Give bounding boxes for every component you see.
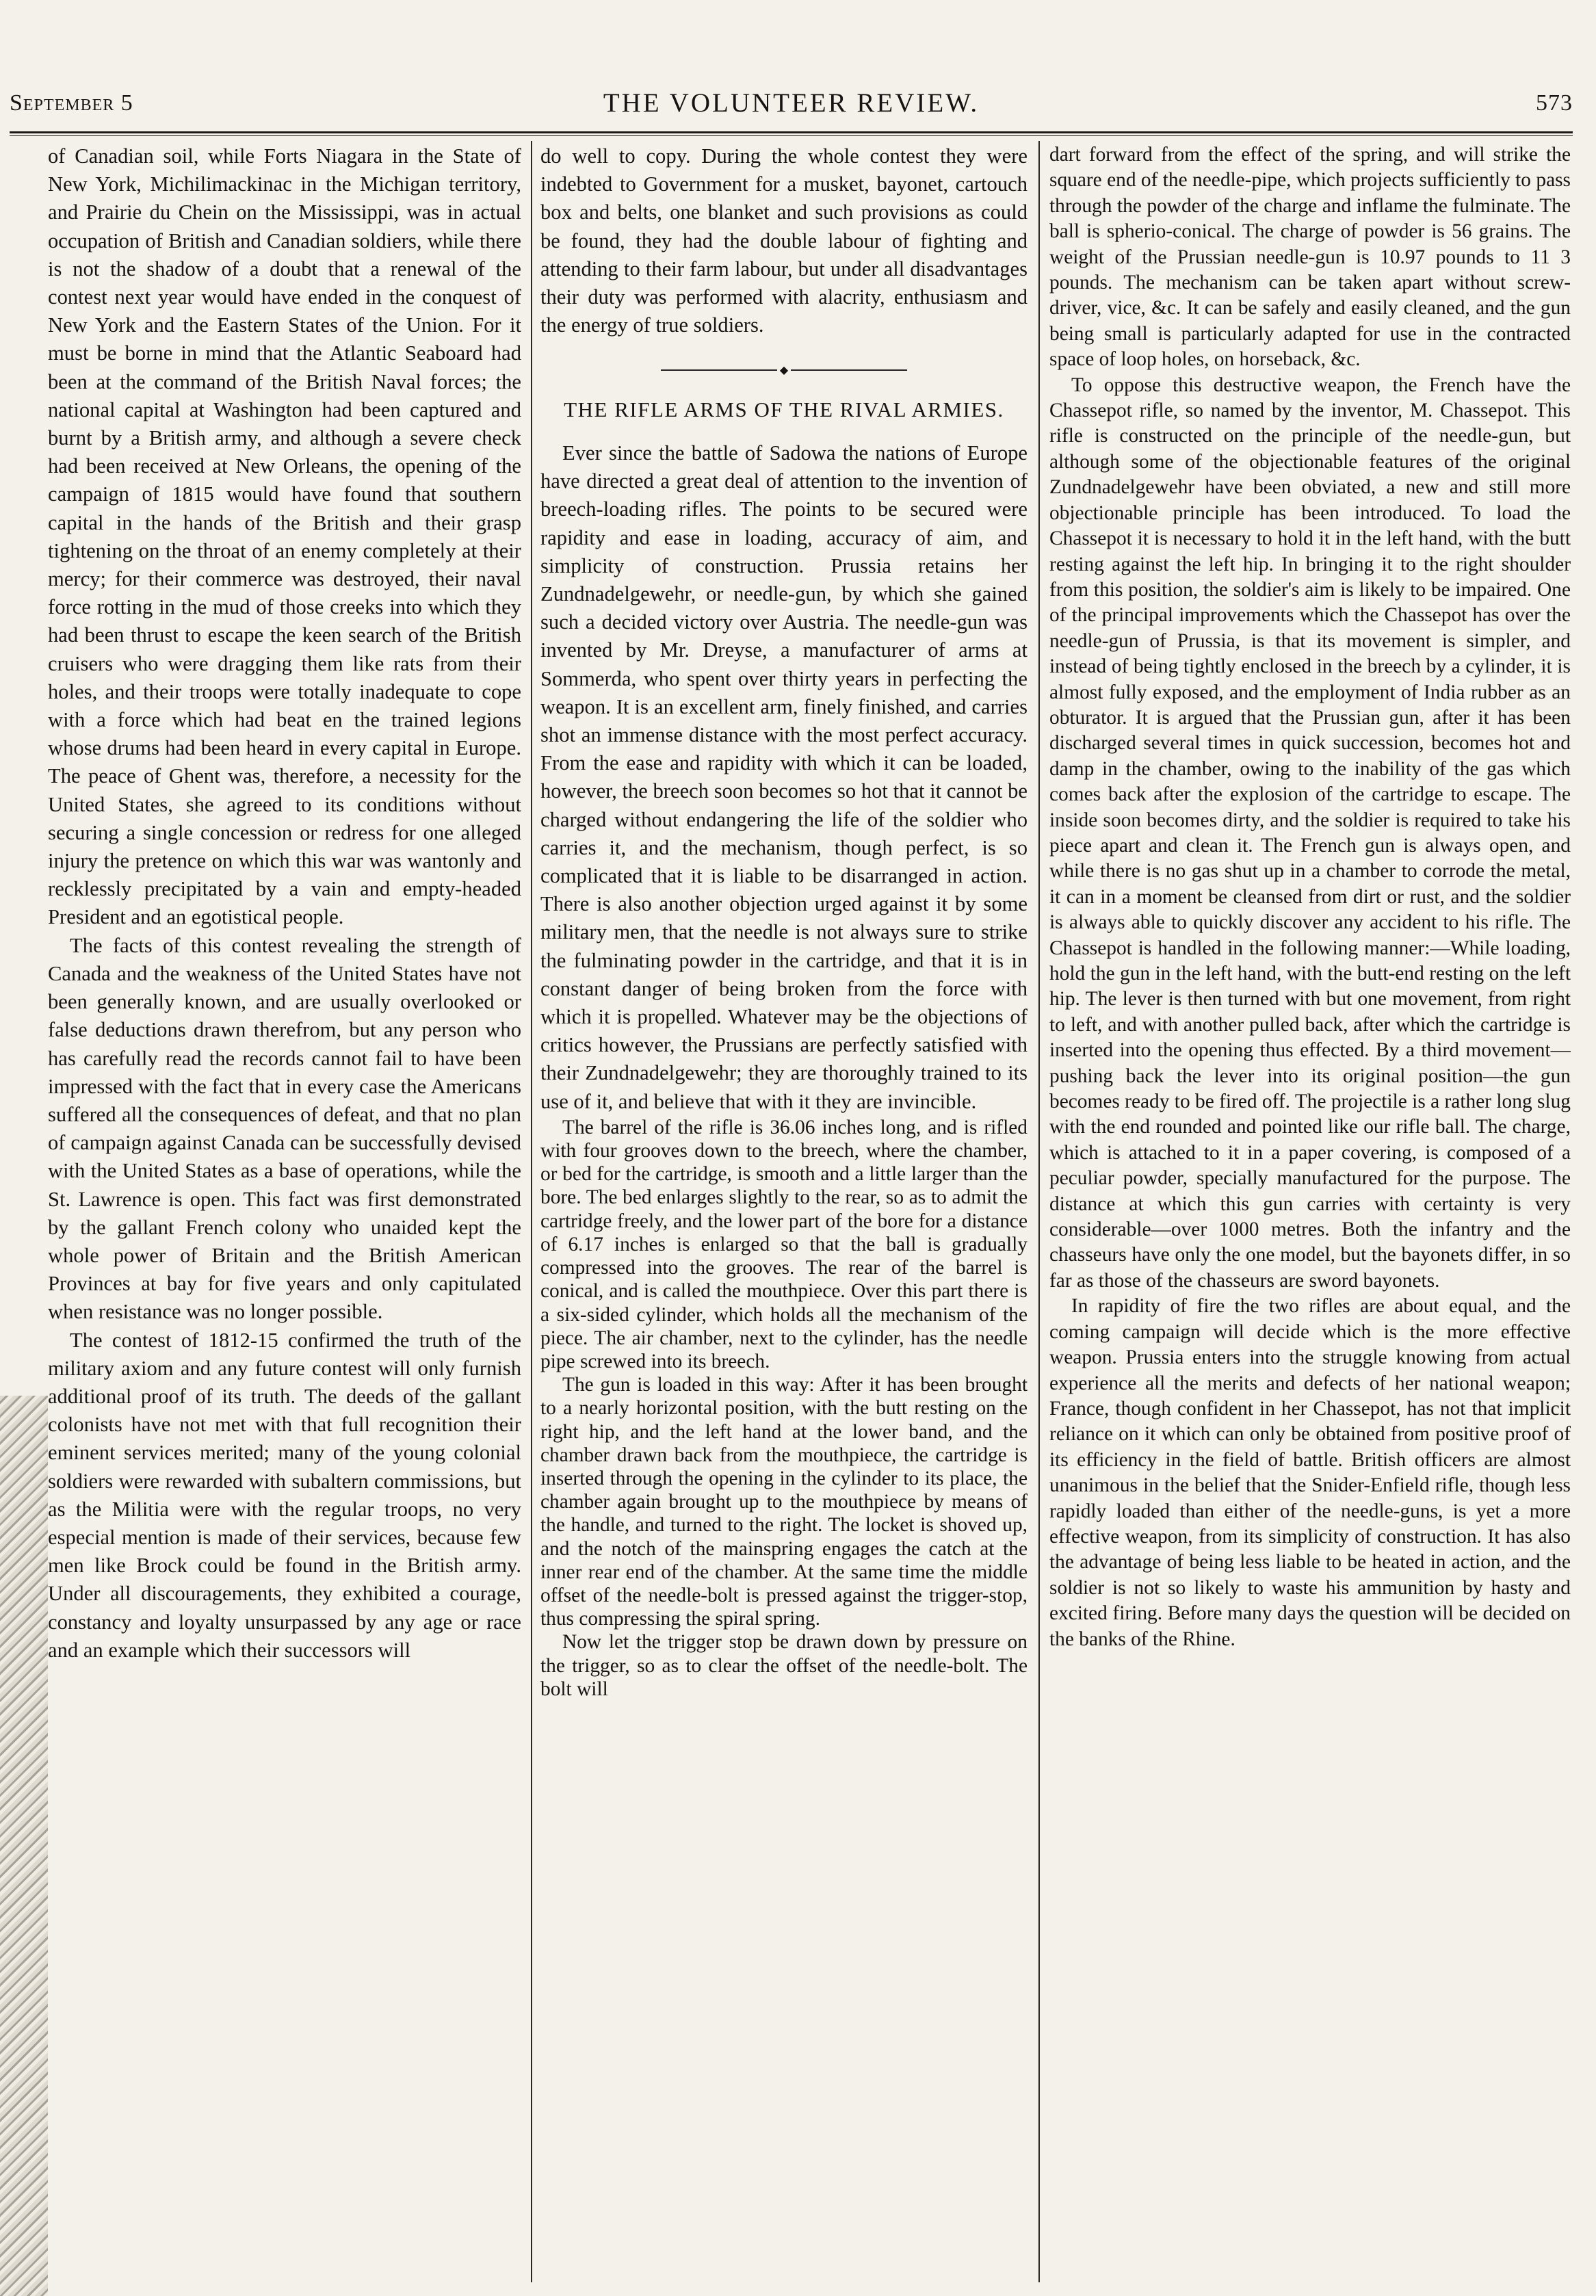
paragraph: To oppose this destructive weapon, the French have the Chassepot rifle, so named by the inventor, M. Chassepot. This rifle is constructed on the principle of the needle-gun, but although some of the objectionable features of the original Zundnadelgewehr have been obviated, a new and still more objectionable principle has been introduced. To load the Chassepot it is necessary to hold it in the left hand, with the butt resting against the left hip. In bringing it to the right shoulder from this position, the soldier's aim is likely to be impaired. One of the principal improvements which the Chassepot has over the needle-gun of Prussia, is that its movement is simpler, and instead of being tightly enclosed in the breech by a cylinder, it is almost fully exposed, and the employment of India rubber as an obturator. It is argued that the Prussian gun, after it has been discharged several times in quick succession, becomes hot and damp in the chamber, owing to the inability of the gas which comes back after the explosion of the cartridge to escape. The inside soon becomes dirty, and the soldier is required to take his piece apart and clean it. The French gun is always open, and while there is no gas shut up in a chamber to corrode the metal, it can in a moment be cleansed from dirt or rust, and the soldier is always able to quickly discover any accident to his rifle. The Chassepot is handled in the following manner:—While loading, hold the gun in the left hand, with the butt-end resting on the left hip. The lever is then turned with but one movement, from right to left, and with another pulled back, after which the cartridge is inserted into the opening thus effected. By a third movement—pushing back the lever into its original position—the gun becomes ready to be fired off. The projectile is a rather long slug with the end rounded and pointed like our rifle ball. The charge, which is attached to it in a paper covering, is composed of a peculiar powder, specially manufactured for the purpose. The distance at which this gun carries with certainty is very considerable—over 1000 metres. Both the infantry and the chasseurs have only the one model, but the bayonets differ, in so far as those of the chasseurs are sword bayonets. — [1049, 374, 1571, 1292]
column-3 — [1049, 142, 1571, 2284]
paragraph: dart forward from the effect of the spring, and will strike the square end of the needle-pipe, which projects sufficiently to pass through the powder of the charge and inflame the fulminate. The ball is spherio-conical. The charge of powder is 56 grains. The weight of the Prussian needle-gun is 10.97 pounds to 11 3 pounds. The mechanism can be taken apart without screw-driver, vice, &c. It can be safely and easily cleaned, and the gun being small is particularly adapted for use in the contracted space of loop holes, on horseback, &c. — [1049, 144, 1571, 371]
paragraph: Now let the trigger stop be drawn down by pressure on the trigger, so as to clear the offset of the needle-bolt. The bolt will — [540, 1631, 1028, 1700]
column-1 — [48, 142, 521, 2284]
header-rule-thin — [10, 135, 1573, 136]
paragraph: The gun is loaded in this way: After it has been brought to a nearly horizontal position, with the butt resting on the right hip, and the left hand at the lower band, and the chamber drawn back from the mouthpiece, the cartridge is inserted through the opening in the cylinder to its place, the chamber again brought up to the mouthpiece by means of the handle, and turned to the right. The locket is shoved up, and the notch of the mainspring engages the catch at the inner rear end of the chamber. At the same time the middle offset of the needle-bolt is pressed against the trigger-stop, thus compressing the spiral spring. — [540, 1374, 1028, 1630]
section-divider: ◆ — [540, 354, 1028, 384]
header-rule — [10, 131, 1573, 133]
issue-date: September 5 — [10, 90, 133, 116]
paragraph: Ever since the battle of Sadowa the nations of Europe have directed a great deal of attention to the invention of breech-loading rifles. The points to be secured were rapidity and ease in loading, accuracy of aim, and simplicity of construction. Prussia retains her Zundnadelgewehr, or needle-gun, by which she gained such a decided victory over Austria. The needle-gun was invented by Mr. Dreyse, a manufacturer of arms at Sommerda, who spent over thirty years in perfecting the weapon. It is an excellent arm, finely finished, and carries shot an immense distance with the most perfect accuracy. From the ease and rapidity with which it can be loaded, however, the breech soon becomes so hot that it cannot be charged without endangering the life of the soldier who carries it, and the mechanism, though perfect, is so complicated that it is liable to be disarranged in action. There is also another objection urged against it by some military men, that the needle is not always sure to strike the fulminating powder in the cartridge, and that it is in constant danger of being broken from the force with which it is propelled. Whatever may be the objections of critics however, the Prussians are perfectly satisfied with their Zundnadelgewehr; they are thoroughly trained to its use of it, and believe that with it they are invincible. — [540, 441, 1028, 1113]
paragraph: The facts of this contest revealing the strength of Canada and the weakness of the United States have not been generally known, and are usually overlooked or false deductions drawn therefrom, but any person who has carefully read the records cannot fail to have been impressed with the fact that in every case the Americans suffered all the consequences of defeat, and that no plan of campaign against Canada can be successfully devised with the United States as a base of operations, while the St. Lawrence is open. This fact was first demonstrated by the gallant French colony who unaided kept the whole power of Britain and the British American Provinces at bay for five years and only capitulated when resistance was no longer possible. — [48, 933, 521, 1324]
paragraph: The contest of 1812-15 confirmed the truth of the military axiom and any future contest will only furnish additional proof of its truth. The deeds of the gallant colonists have not met with that full recognition their eminent services merited; many of the young colonial soldiers were rewarded with subaltern commissions, but as the Militia were with the regular troops, no very especial mention is made of their services, because few men like Brock could be found in the British army. Under all discouragements, they exhibited a courage, constancy and loyalty unsurpassed by any age or race and an example which their successors will — [48, 1328, 521, 1662]
paragraph: of Canadian soil, while Forts Niagara in the State of New York, Michilimackinac in the Michigan territory, and Prairie du Chein on the Mississippi, was in actual occupation of British and Canadian soldiers, while there is not the shadow of a doubt that a renewal of the contest next year would have ended in the conquest of New York and the Eastern States of the Union. For it must be borne in mind that the Atlantic Seaboard had been at the command of the British Naval forces; the national capital at Washington had been captured and burnt by a British army, and although a severe check had been received at New Orleans, the opening of the campaign of 1815 would have found that southern capital in the hands of the British and their grasp tightening on the throat of an enemy completely at their mercy; for their commerce was destroyed, their naval force rotting in the mud of those creeks into which they had been thrust to escape the keen search of the British cruisers who were dragging them like rats from their holes, and their troops were totally inadequate to cope with a force which had beat en the trained legions whose drums had been heard in every capital in Europe. The peace of Ghent was, therefore, a necessity for the United States, she agreed to its conditions without securing a single concession or redress for one alleged injury the pretence on which this war was wantonly and recklessly precipitated by a vain and empty-headed President and an egotistical people. — [48, 144, 521, 929]
column-rule-2 — [1038, 141, 1040, 2282]
publication-title: THE VOLUNTEER REVIEW. — [603, 88, 980, 118]
article-heading: THE RIFLE ARMS OF THE RIVAL ARMIES. — [564, 397, 1004, 421]
column-2 — [540, 142, 1028, 2284]
page-binding-edge — [0, 1396, 48, 2296]
column-rule-1 — [531, 141, 532, 2282]
paragraph: The barrel of the rifle is 36.06 inches long, and is rifled with four grooves down to the breech, where the chamber, or bed for the cartridge, is smooth and a little larger than the bore. The bed enlarges slightly to the rear, so as to admit the cartridge freely, and the lower part of the bore for a distance of 6.17 inches is enlarged so that the ball is gradually compressed into the grooves. The rear of the barrel is conical, and is called the mouthpiece. Over this part there is a six-sided cylinder, which holds all the mechanism of the piece. The air chamber, next to the cylinder, has the needle pipe screwed into its breech. — [540, 1116, 1028, 1372]
page-number: 573 — [1536, 90, 1573, 116]
paragraph: In rapidity of fire the two rifles are about equal, and the coming campaign will decide which is the more effective weapon. Prussia enters into the struggle knowing from actual experience all the merits and defects of her national weapon; France, though confident in her Chassepot, has not that implicit reliance on it which can only be obtained from positive proof of its efficiency in the field of battle. British officers are almost unanimous in the belief that the Snider-Enfield rifle, though less rapidly loaded than either of the needle-guns, is yet a more effective weapon, from its simplicity of construction. It has also the advantage of being less liable to be heated in action, and the soldier is not so likely to waste his ammunition by hasty and excited firing. Before many days the question will be decided on the banks of the Rhine. — [1049, 1295, 1571, 1650]
paragraph: do well to copy. During the whole contest they were indebted to Government for a musket, bayonet, cartouch box and belts, one blanket and such provisions as could be found, they had the double labour of fighting and attending to their farm labour, but under all disadvantages their duty was performed with alacrity, enthusiasm and the energy of true soldiers. — [540, 144, 1028, 337]
page-header — [10, 88, 1573, 129]
